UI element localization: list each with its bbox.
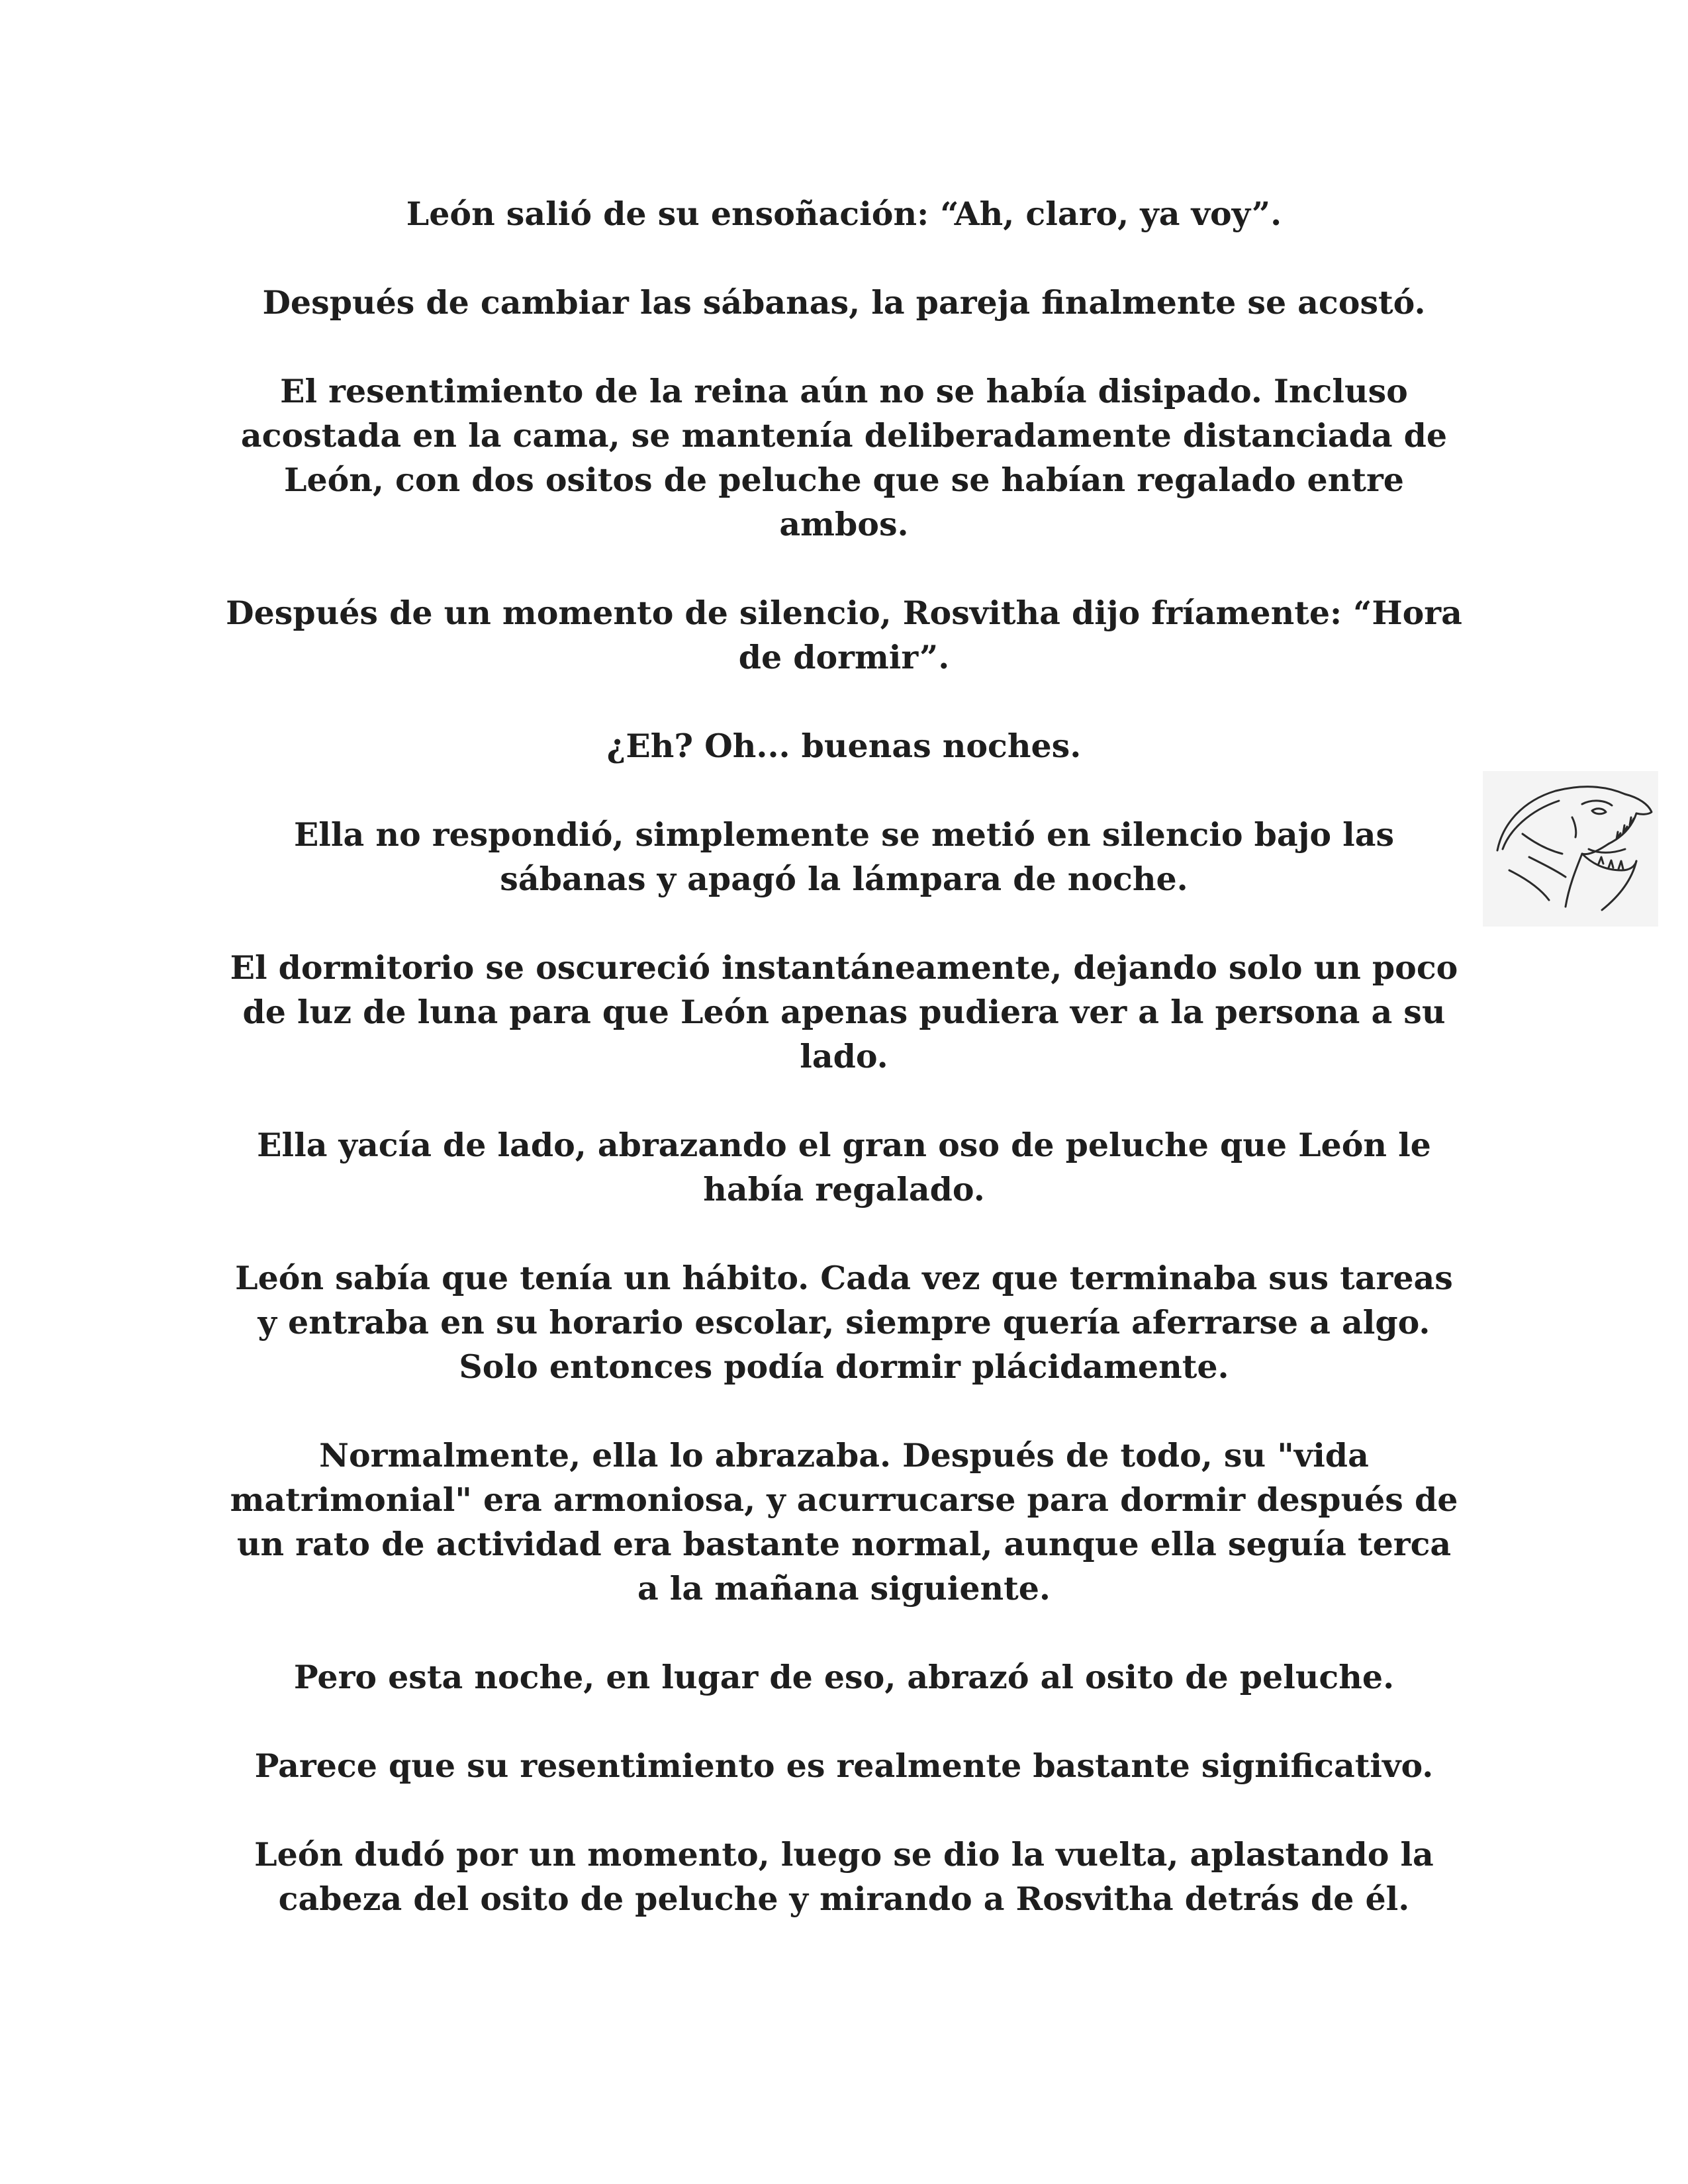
paragraph-3: El resentimiento de la reina aún no se había disipado. Incluso acostada en la cama, se mantenía deliberadamente distanciada de León, con dos ositos de peluche que se habían regalado entre ambos.: [240, 372, 1448, 543]
paragraph-9: León sabía que tenía un hábito. Cada vez que terminaba sus tareas y entraba en su horario escolar, siempre quería aferrarse a algo. Solo entonces podía dormir plácidamente.: [235, 1259, 1453, 1386]
paragraph-13: León dudó por un momento, luego se dio la vuelta, aplastando la cabeza del osito de peluche y mirando a Rosvitha detrás de él.: [254, 1835, 1434, 1918]
paragraph-1: León salió de su ensoñación: “Ah, claro, ya voy”.: [406, 195, 1282, 233]
paragraph-6: Ella no respondió, simplemente se metió en silencio bajo las sábanas y apagó la lámpara de noche.: [293, 815, 1395, 898]
paragraph-4: Después de un momento de silencio, Rosvitha dijo fríamente: “Hora de dormir”.: [226, 594, 1462, 676]
paragraph-5: ¿Eh? Oh... buenas noches.: [606, 727, 1082, 765]
paragraph-10: Normalmente, ella lo abrazaba. Después de todo, su "vida matrimonial" era armoniosa, y acurrucarse para dormir después de un rato de actividad era bastante normal, aunque ella seguía terca a la mañana siguiente.: [230, 1436, 1458, 1608]
paragraph-2: Después de cambiar las sábanas, la pareja finalmente se acostó.: [262, 283, 1426, 322]
paragraph-12: Parece que su resentimiento es realmente bastante significativo.: [254, 1747, 1434, 1785]
paragraph-7: El dormitorio se oscureció instantáneamente, dejando solo un poco de luz de luna para que León apenas pudiera ver a la persona a su lado.: [230, 948, 1458, 1075]
paragraph-8: Ella yacía de lado, abrazando el gran oso de peluche que León le había regalado.: [257, 1126, 1431, 1208]
story-text: [225, 192, 1463, 1966]
dinosaur-sketch-icon: [1483, 771, 1658, 927]
paragraph-11: Pero esta noche, en lugar de eso, abrazó al osito de peluche.: [293, 1658, 1395, 1696]
